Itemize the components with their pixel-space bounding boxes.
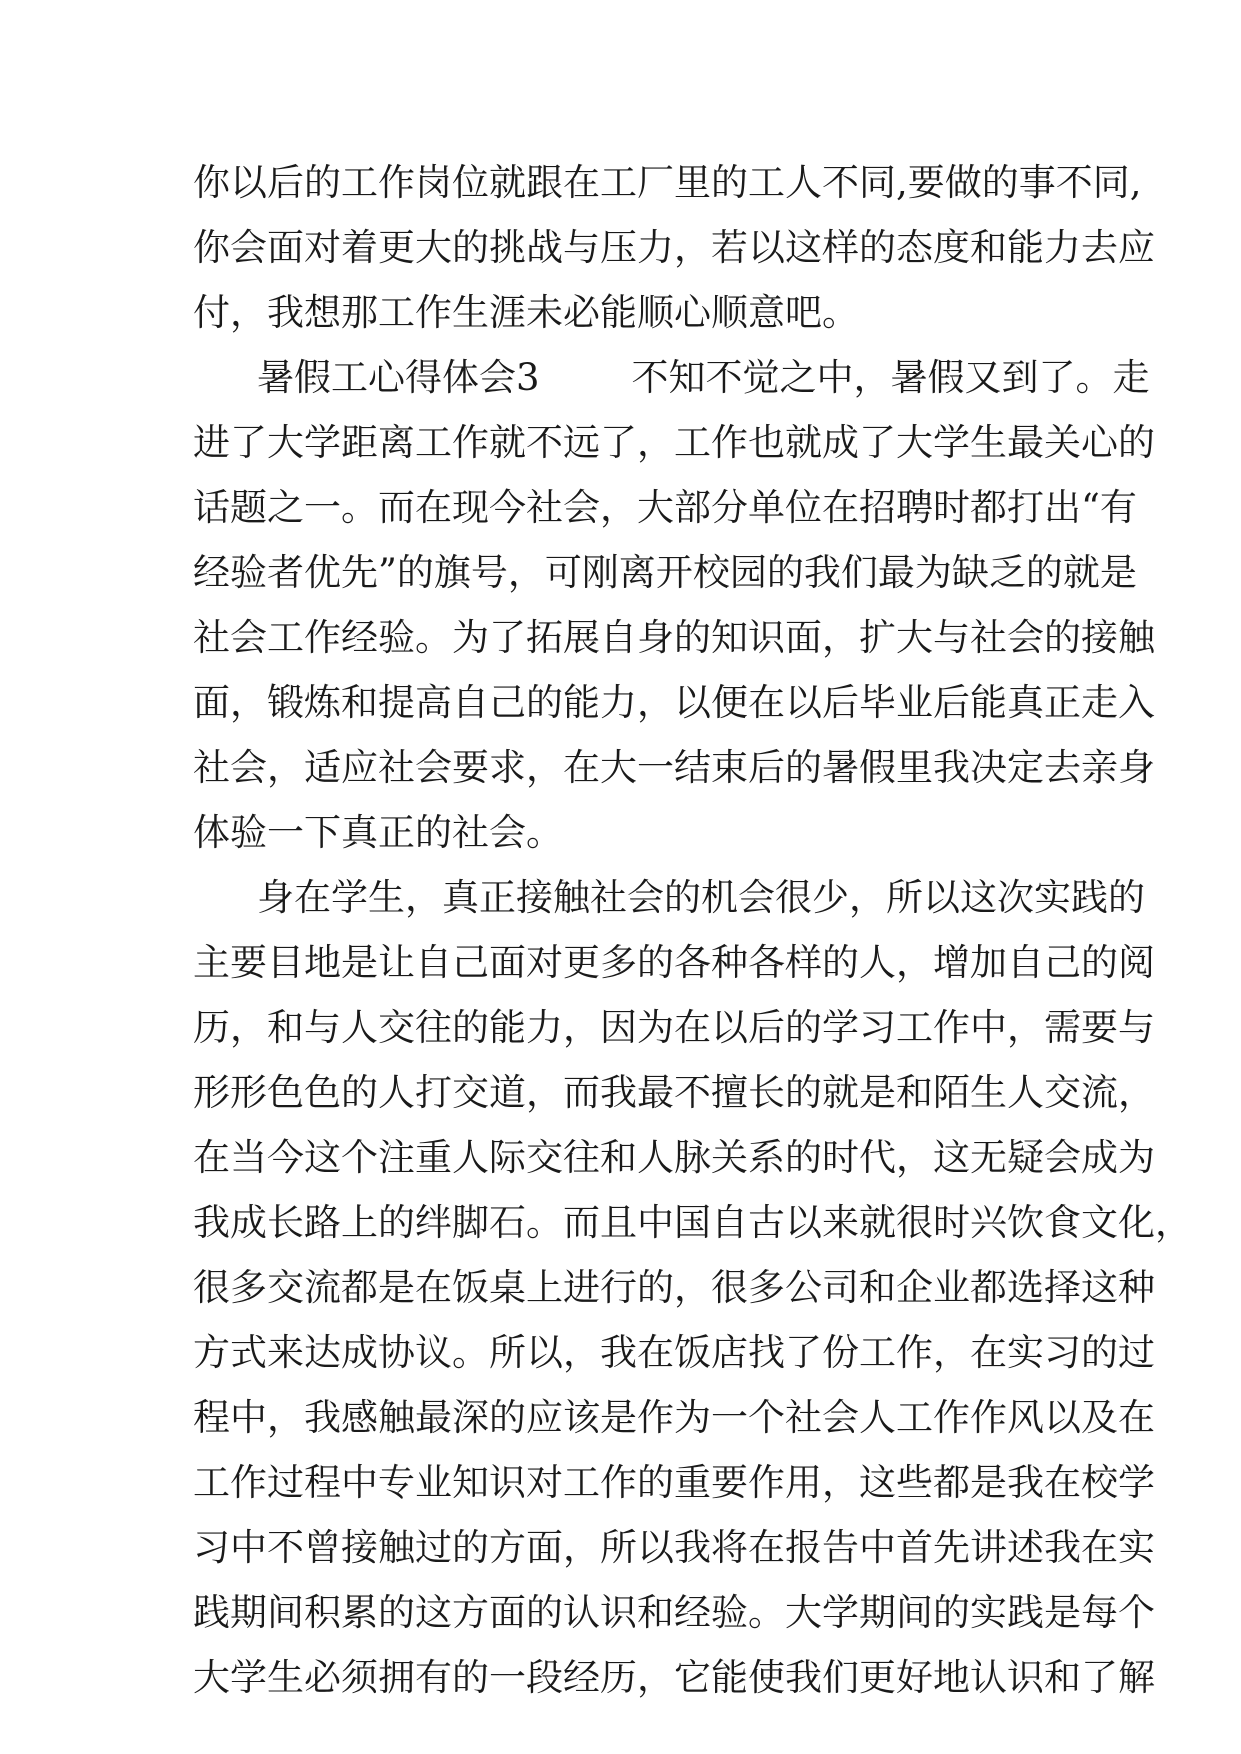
text-line: 不知不觉之中，暑假又到了。走	[631, 356, 1150, 399]
text-line: 践期间积累的这方面的认识和经验。大学期间的实践是每个	[193, 1591, 1155, 1634]
text-line: 程中，我感触最深的应该是作为一个社会人工作作风以及在	[193, 1396, 1155, 1439]
paragraph-first-line: 身在学生，真正接触社会的机会很少，所以这次实践的	[257, 876, 1145, 919]
text-line: 付，我想那工作生涯未必能顺心顺意吧。	[193, 291, 859, 334]
text-line: 方式来达成协议。所以，我在饭店找了份工作，在实习的过	[193, 1331, 1155, 1374]
text-line: 主要目地是让自己面对更多的各种各样的人，增加自己的阅	[193, 941, 1155, 984]
text-line: 形形色色的人打交道，而我最不擅长的就是和陌生人交流，	[193, 1071, 1155, 1114]
text-line: 很多交流都是在饭桌上进行的，很多公司和企业都选择这种	[193, 1266, 1155, 1309]
text-line: 你以后的工作岗位就跟在工厂里的工人不同,要做的事不同,	[193, 161, 1142, 204]
text-line: 面，锻炼和提高自己的能力，以便在以后毕业后能真正走入	[193, 681, 1155, 724]
text-line: 大学生必须拥有的一段经历，它能使我们更好地认识和了解	[193, 1656, 1155, 1699]
text-line: 在当今这个注重人际交往和人脉关系的时代，这无疑会成为	[193, 1136, 1155, 1179]
text-line: 进了大学距离工作就不远了，工作也就成了大学生最关心的	[193, 421, 1155, 464]
text-line: 习中不曾接触过的方面，所以我将在报告中首先讲述我在实	[193, 1526, 1155, 1569]
text-line: 社会，适应社会要求，在大一结束后的暑假里我决定去亲身	[193, 746, 1155, 789]
text-line: 社会工作经验。为了拓展自身的知识面，扩大与社会的接触	[193, 616, 1155, 659]
section-heading-line	[257, 345, 1150, 410]
text-line: 经验者优先”的旗号，可刚离开校园的我们最为缺乏的就是	[193, 551, 1137, 594]
text-line: 历，和与人交往的能力，因为在以后的学习工作中，需要与	[193, 1006, 1155, 1049]
section-title: 暑假工心得体会3	[257, 356, 540, 399]
text-line: 话题之一。而在现今社会，大部分单位在招聘时都打出“有	[193, 486, 1137, 529]
text-line: 你会面对着更大的挑战与压力，若以这样的态度和能力去应	[193, 226, 1155, 269]
text-line: 我成长路上的绊脚石。而且中国自古以来就很时兴饮食文化，	[193, 1201, 1192, 1244]
text-line: 体验一下真正的社会。	[193, 811, 563, 854]
text-line: 工作过程中专业知识对工作的重要作用，这些都是我在校学	[193, 1461, 1155, 1504]
